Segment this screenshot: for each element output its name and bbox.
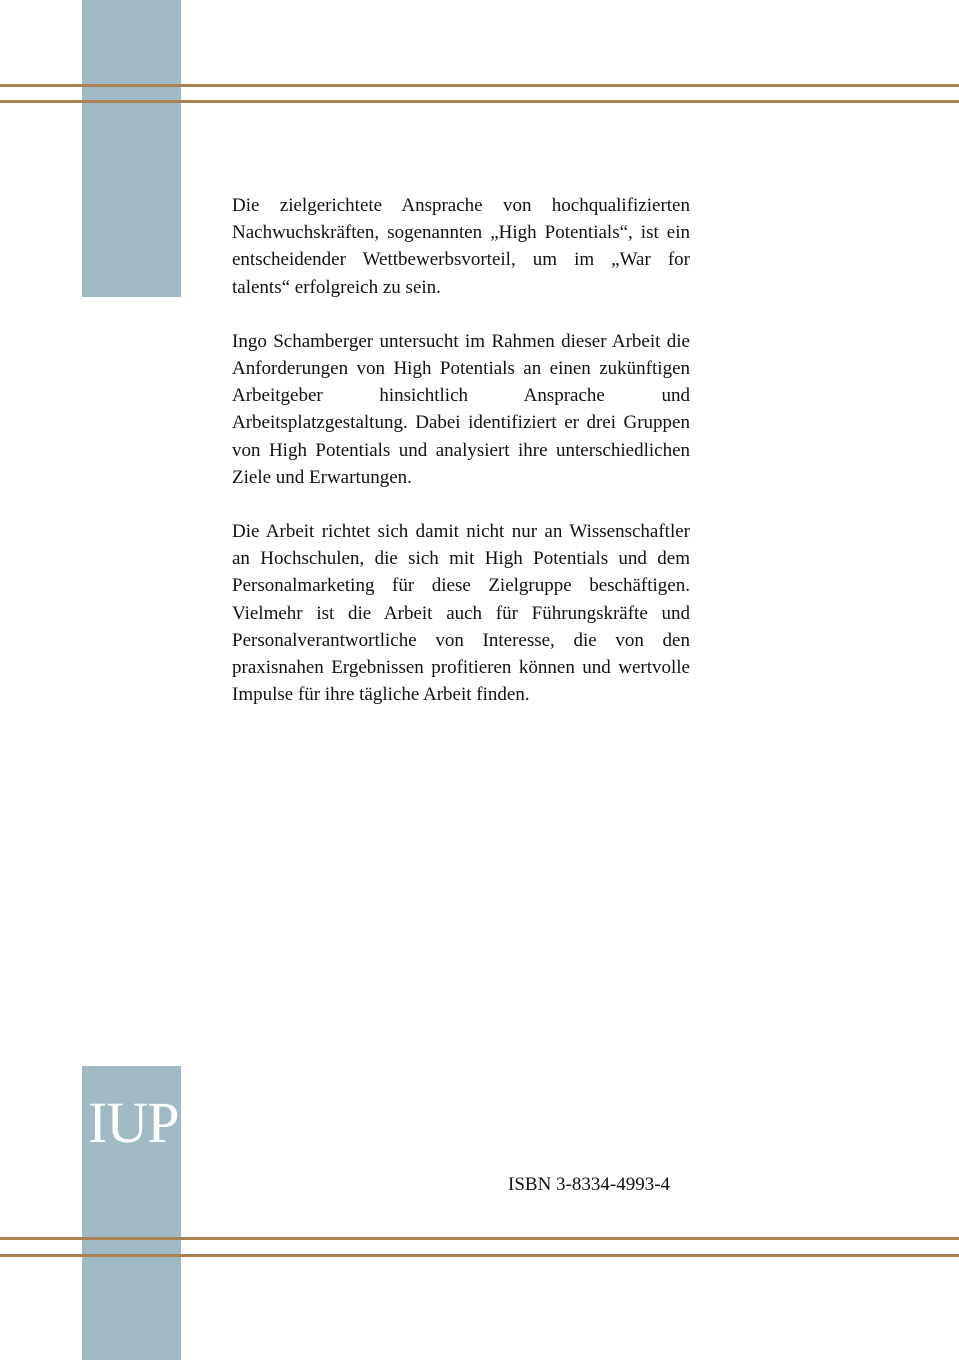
top-rule-lower — [0, 100, 959, 103]
top-rule-upper — [0, 84, 959, 87]
blurb-paragraph-1: Die zielgerichtete Ansprache von hochqualifizierten Nachwuchskräften, sogenannten „High Potentials“, ist ein entscheidender Wettbewerbsvorteil, um im „War for talents“ erfolgreich zu sein. — [232, 195, 690, 298]
blurb-paragraph-3: Die Arbeit richtet sich damit nicht nur an Wissenschaftler an Hochschulen, die sich mit High Potentials und dem Personalmarketing für diese Zielgruppe beschäftigen. Vielmehr ist die Arbeit auch für Führungskräfte und Personalverantwortliche von Interesse, die von den praxisnahen Ergebnissen profitieren können und wertvolle Impulse für ihre tägliche Arbeit finden. — [232, 521, 690, 706]
top-color-block — [82, 0, 181, 297]
bottom-rule-upper — [0, 1237, 959, 1240]
bottom-rule-lower — [0, 1254, 959, 1257]
blurb-paragraph-2: Ingo Schamberger untersucht im Rahmen dieser Arbeit die Anforderungen von High Potentials an einen zukünftigen Arbeitgeber hinsichtlich Ansprache und Arbeitsplatzgestaltung. Dabei identifiziert er drei Gruppen von High Potentials und analysiert ihre unterschiedlichen Ziele und Erwartungen. — [232, 330, 690, 488]
isbn-number: ISBN 3-8334-4993-4 — [508, 1174, 671, 1195]
publisher-logo: IUP — [88, 1090, 179, 1155]
blurb-text — [232, 192, 690, 708]
